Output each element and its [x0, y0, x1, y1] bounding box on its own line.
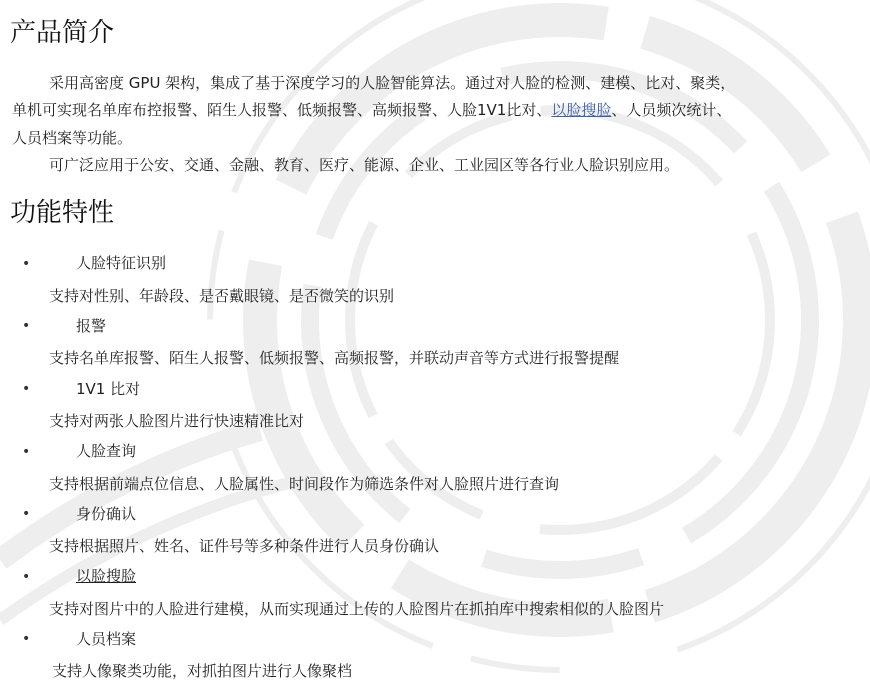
intro-para1-line2-text: 单机可实现名单库布控报警、陌生人报警、低频报警、高频报警、人脸1V1比对、	[12, 101, 552, 119]
bullet-icon: •	[22, 569, 31, 585]
bullet-icon: •	[22, 318, 31, 334]
feature-title: 人脸特征识别	[76, 254, 167, 272]
feature-title: 报警	[76, 317, 107, 335]
feature-desc: 支持根据照片、姓名、证件号等多种条件进行人员身份确认	[49, 537, 440, 555]
intro-para1-line2-tail: 、人员频次统计、	[611, 101, 732, 119]
feature-desc: 支持根据前端点位信息、人脸属性、时间段作为筛选条件对人脸照片进行查询	[49, 475, 560, 493]
intro-para1-line2	[12, 99, 731, 121]
intro-para1-line3: 人员档案等功能。	[12, 129, 133, 147]
feature-title: 人脸查询	[76, 442, 137, 460]
features-heading: 功能特性	[10, 198, 115, 228]
feature-desc: 支持对图片中的人脸进行建模，从而实现通过上传的人脸图片在抓拍库中搜索相似的人脸图片	[49, 600, 665, 618]
feature-title: 身份确认	[76, 505, 137, 523]
feature-desc: 支持名单库报警、陌生人报警、低频报警、高频报警，并联动声音等方式进行报警提醒	[49, 349, 620, 367]
intro-para2: 可广泛应用于公安、交通、金融、教育、医疗、能源、企业、工业园区等各行业人脸识别应用。	[49, 156, 680, 174]
intro-heading: 产品简介	[10, 18, 115, 48]
feature-title-link[interactable]: 以脸搜脸	[76, 567, 137, 585]
bullet-icon: •	[22, 506, 31, 522]
bullet-icon: •	[22, 444, 31, 460]
feature-desc: 支持人像聚类功能，对抓拍图片进行人像聚档	[52, 662, 353, 680]
feature-title: 人员档案	[76, 630, 137, 648]
bullet-icon: •	[22, 256, 31, 272]
bullet-icon: •	[22, 631, 31, 647]
intro-para1-line1: 采用高密度 GPU 架构，集成了基于深度学习的人脸智能算法。通过对人脸的检测、建模、比对、聚类，	[49, 74, 736, 92]
face-search-link[interactable]: 以脸搜脸	[551, 101, 612, 119]
bullet-icon: •	[22, 381, 31, 397]
feature-desc: 支持对性别、年龄段、是否戴眼镜、是否微笑的识别	[49, 287, 395, 305]
feature-desc: 支持对两张人脸图片进行快速精准比对	[49, 412, 305, 430]
feature-title: 1V1 比对	[76, 380, 141, 398]
